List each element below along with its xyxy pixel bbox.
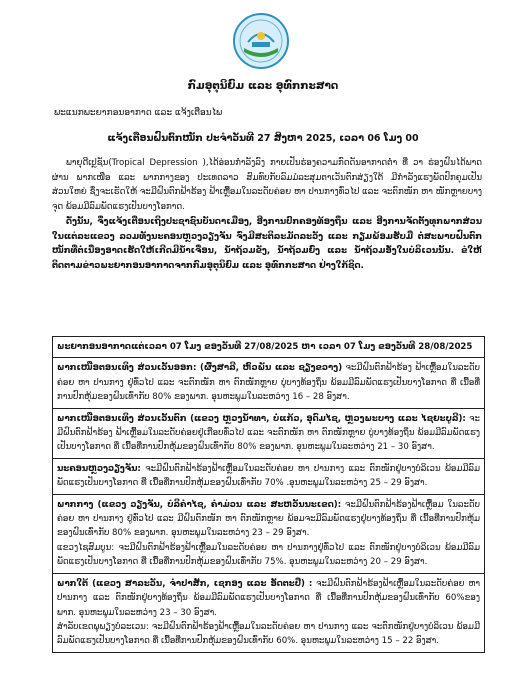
department-logo bbox=[232, 12, 290, 70]
division-name: ພະແນກພະຍາກອນອາກາດ ແລະ ແຈ້ງເຕືອນໄພ bbox=[54, 108, 223, 118]
region-forecast: ຈະມີຝົນຕົກຟ້າຮ້ອງຟ້າເຫຼື້ອມໃນລະດັບຄ່ອຍ ຫາ ປານກາງ ແລະ ຕົກໜັກຢູ່ບາງບໍລິເວນ ພ້ອມມີລົມພັດແຮງເປັນບາງໂອກາດ ທີ່ ເນື້ອທີ່ການປົກຫຸ້ມຂອງຝົນເທົ່າກັບ 70% .ອຸນຫະພູມໃນລະຫວ່າງ 25 – 29 ອົງສາ. bbox=[57, 463, 480, 489]
intro-paragraph-situation: ພາຍຸດີເປຼຊັນ(Tropical Depression ),ໄດ້ອ່ອນກໍາລັງລົງ ກາຍເປັນຮ່ອງຄວາມກົດດັນອາກາດຕໍ່າ ທີ່ ວາ ຮ່ອງຝົນໄດ້ພາດຜ່ານ ພາກເໜືອ ແລະ ພາກກາງຂອງ ປະເທດລາວ ສົມທົບກັບລົມມໍລະສຸມຕາເວັນຕົກສ່ຽງໃຕ້ ມີກໍາລັງແຮງພັດປົກຄຸມເປັນສ່ວນໃຫຍ່ ຊຶ່ງຈະເຮັດໃຫ້ ຈະມີຝົນຕົກຟ້າຮ້ອງ ຟ້າເຫຼື້ອມໃນລະດັບຄ່ອຍ ຫາ ປານກາງທົ່ວໄປ ແລະ ຈະຕົກໜັກ ຫາ ໜັກຫຼາຍບາງຈຸດ ພ້ອມມີລົມພັດແຮງເປັນບາງໂອກາດ. bbox=[52, 158, 482, 213]
sub-region-forecast: ແຂວງໄຊສົມບູນ: ຈະມີຝົນຕົກຟ້າຮ້ອງຟ້າເຫຼື້ອມໃນລະດັບຄ່ອຍ ຫາ ປານກາງຢູ່ທົ່ວໄປ ແລະ ຕົກໜັກຢູ່ບາງບໍລິເວນ ພ້ອມມີລົມພັດແຮງເປັນບາງໂອກາດ ທີ່ ເນື້ອທີ່ການປົກຫຸ້ມຂອງຝົນເທົ່າກັບ 75%. ອຸນຫະພູມໃນລະຫວ່າງ 20 – 29 ອົງສາ. bbox=[57, 542, 480, 568]
region-row bbox=[53, 494, 484, 573]
bulletin-title: ແຈ້ງເຕືອນຝົນຕົກໜັກ ປະຈໍາວັນທີ 27 ສິງຫາ 2025, ເວລາ 06 ໂມງ 00 bbox=[107, 133, 419, 144]
region-forecast: ຈະມີຝົນຕົກຟ້າຮ້ອງຟ້າເຫຼື້ອມ ໃນລະດັບຄ່ອຍ ຫາ ປານກາງ ຢູ່ທົ່ວໄປ ແລະ ມີຝົນຕົກໜັກ ຫາ ຕົກໜັກຫຼາຍ ພ້ອມຈະມີລົມພັດແຮງຢູ່ບາງທ້ອງຖິ່ນ ທີ່ ເນື້ອທີ່ການປົກຫຸ້ມຂອງຝົນເທົ່າກັບ 80% ຂອງພາກ. ອຸນຫະພູມໃນລະຫວ່າງ 23 – 29 ອົງສາ. bbox=[57, 499, 480, 539]
region-row bbox=[53, 357, 484, 407]
intro-paragraph-warning: ດັ່ງນັ້ນ, ຈຶ່ງແຈ້ງເຕືອນເຖິງປະຊາຊົນບັນດາເມືອງ, ອີງການປົກຄອງທ້ອງຖິ່ນ ແລະ ອີງການຈັດຕັ້ງທຸກພາກສ່ວນໃນແຕ່ລະແຂວງ ລວມທັງນະຄອນຫຼວງວຽງຈັນ ຈົ່ງມີສະຕິລະມັດລະວັງ ແລະ ກຽມພ້ອມຮັບມື ຕໍ່ສະພາບຝົນຕົກໜັກທີ່ຕໍ່ເນື່ອງອາດເຮັດໃຫ້ເກີດມີນໍ້າເຈື່ອນ, ນໍ້າຖ້ວມຂັງ, ນໍ້າຖ້ວມຍົ່ງ ແລະ ນໍ້າຖ້ວມອັ່ງໃນບໍລິເວນນັ້ນ. ຂໍໃຫ້ຕິດຕາມຂ່າວພະຍາກອນອາກາດຈາກກົມອຸຕຸນິຍົມ ແລະ ອຸທົກກະສາດ ຢ່າງໃກ້ຊິດ. bbox=[52, 216, 482, 271]
logo-emblem-icon bbox=[232, 12, 290, 70]
region-name: ພາກກາງ (ແຂວງ ວຽງຈັນ, ບໍລິຄໍາໄຊ, ຄໍາມ່ວນ ແລະ ສະຫວັນນະເຂດ): bbox=[57, 499, 342, 510]
region-forecast: ຈະມີຝົນຕົກຟ້າຮ້ອງຟ້າເຫຼື້ອມໃນລະດັບຄ່ອຍ ຫາ ປານກາງ ແລະ ຕົກໜັກຢູ່ບາງທ້ອງຖິ່ນ ພ້ອມມີລົມພັດແຮງເປັນບາງໂອກາດ ທີ່ ເນື້ອທີ່ການປົກຫຸ້ມຂອງຝົນເທົ່າກັບ 60%ຂອງພາກ. ອຸນຫະພູມໃນລະຫວ່າງ 23 – 30 ອົງສາ. bbox=[57, 578, 480, 618]
region-row bbox=[53, 408, 484, 458]
region-row bbox=[53, 458, 484, 494]
sub-region-forecast: ສໍາລັບເຂດພູພຽງບໍລະເວນ: ຈະມີຝົນຕົກຟ້າຮ້ອງຟ້າເຫຼື້ອມໃນລະດັບຄ່ອຍ ຫາ ປານກາງ ແລະ ຈະຕົກໜັກຢູ່ບາງບໍລິເວນ ພ້ອມມີລົມພັດແຮງເປັນບາງໂອກາດ ທີ່ ເນື້ອທີ່ການປົກຫຸ້ມຂອງຝົນເທົ່າກັບ 60%. ອຸນຫະພູມໃນລະຫວ່າງ 15 – 22 ອົງສາ. bbox=[57, 621, 480, 647]
forecast-table bbox=[52, 336, 485, 653]
forecast-table-header: ພະຍາກອນອາກາດແຕ່ເວລາ 07 ໂມງ ຂອງວັນທີ 27/08/2025 ຫາ ເວລາ 07 ໂມງ ຂອງວັນທີ 28/08/2025 bbox=[57, 342, 473, 352]
region-name: ພາກເໜືອຕອນເທິງ ສ່ວນເວັ້ນອອກ: (ຜົ້ງສາລີ, ຫົວພັນ ແລະ ຊຽງຂວາງ) bbox=[57, 363, 343, 374]
region-name: ນະຄອນຫຼວງວຽງຈັນ: bbox=[57, 463, 141, 474]
bulletin-intro bbox=[52, 156, 482, 274]
region-name: ພາກເໜືອຕອນເທິງ ສ່ວນເວັ້ນຕົກ (ແຂວງ ຫຼວງນໍ້າທາ, ບໍ່ແກ້ວ, ອຸດົມໄຊ, ຫຼວງພະບາງ ແລະ ໄຊຍະບູລີ): bbox=[57, 413, 466, 424]
region-forecast: ຈະມີຝົນຕົກຟ້າຮ້ອງ ຟ້າເຫຼື້ອມໃນລະດັບຄ່ອຍ ຫາ ປານກາງ ຢູ່ທົ່ວໄປ ແລະ ຈະຕົກໜັກ ຫາ ຕົກໜັກຫຼາຍ ບູ່ບາງທ້ອງຖິ່ນ ພ້ອມມີລົມພັດແຮງເປັນບາງໂອກາດ ທີ່ ເນື້ອທີ່ການປົກຫຸ້ມຂອງຝົນເທົ່າກັບ 80% ຂອງພາກ. ອຸນຫະພູມໃນລະຫວ່າງ 16 – 28 ອົງສາ. bbox=[57, 363, 481, 403]
department-name: ກົມອຸຕຸນິຍົມ ແລະ ອຸທົກກະສາດ bbox=[187, 80, 339, 92]
region-row bbox=[53, 573, 484, 652]
region-name: ພາກໃຕ້ (ແຂວງ ສາລະວັນ, ຈໍາປາສັກ, ເຊກອງ ແລະ ອັດຕະປື) : bbox=[57, 578, 313, 589]
region-forecast: ຈະມີຝົນຕົກຟ້າຮ້ອງ ຟ້າເຫຼື້ອມໃນລະດັບຄ່ອຍຢູ່ເກືອບທົ່ວໄປ ແລະ ຈະຕົກໜັກ ຫາ ຕົກໜັກຫຼາຍ ບູ່ບາງທ້ອງຖິ່ນ ພ້ອມມີລົມພັດແຮງເປັນບາງໂອກາດ ທີ່ ເນື້ອທີ່ການປົກຫຸ້ມຂອງຝົນເທົ່າກັບ 80% ຂອງພາກ. ອຸນຫະພູມໃນລະຫວ່າງ 21 – 30 ອົງສາ. bbox=[57, 413, 480, 453]
